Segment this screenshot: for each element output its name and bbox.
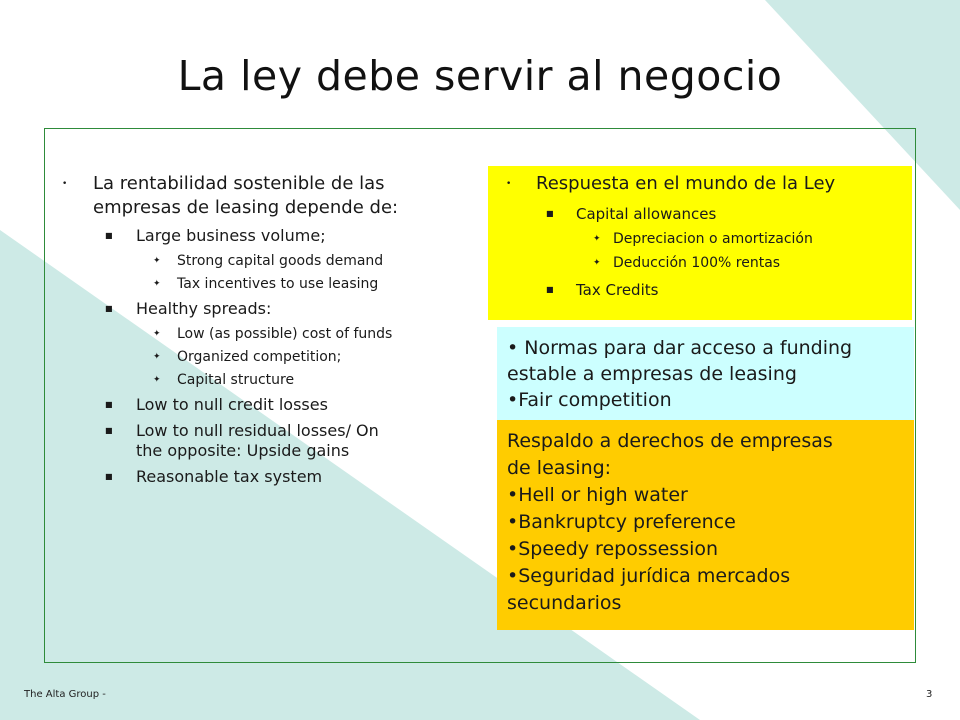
- list-subitem: [153, 348, 470, 366]
- bullet-star-icon: ✦: [153, 256, 161, 266]
- funding-access-box: [497, 327, 914, 425]
- list-subitem-label: Deducción 100% rentas: [613, 255, 781, 271]
- list-item-label: Reasonable tax system: [136, 467, 323, 486]
- box-line: •Seguridad jurídica mercados: [507, 565, 791, 587]
- law-response-box: [488, 166, 912, 320]
- list-item: [105, 226, 470, 246]
- bullet-star-icon: ✦: [153, 352, 161, 362]
- slide-title: La ley debe servir al negocio: [177, 52, 783, 100]
- bullet-square-icon: ■: [546, 285, 554, 294]
- list-item-label: Low to null credit losses: [136, 395, 328, 414]
- bullet-square-icon: ■: [105, 304, 113, 313]
- list-subitem: [593, 254, 912, 272]
- box-line: •Hell or high water: [507, 484, 688, 506]
- bullet-star-icon: ✦: [593, 258, 601, 268]
- list-item: [546, 204, 912, 224]
- bullet-square-icon: ■: [546, 209, 554, 218]
- list-item: [105, 395, 470, 415]
- list-subitem-label: Capital structure: [177, 372, 295, 388]
- list-subitem: [153, 252, 470, 270]
- bullet-dot-icon: •: [506, 179, 512, 189]
- list-item-label: Low to null residual losses/ On: [136, 421, 379, 440]
- law-response-heading: Respuesta en el mundo de la Ley: [536, 173, 836, 194]
- leasing-rights-box: [497, 420, 914, 630]
- box-line: secundarios: [507, 592, 622, 614]
- bullet-square-icon: ■: [105, 231, 113, 240]
- bullet-square-icon: ■: [105, 426, 113, 435]
- page-number: 3: [926, 689, 933, 700]
- list-item-label: Tax Credits: [576, 281, 659, 299]
- list-item: [105, 299, 470, 319]
- bullet-star-icon: ✦: [153, 375, 161, 385]
- list-subitem-label: Tax incentives to use leasing: [177, 276, 379, 292]
- box-line: • Normas para dar acceso a funding: [507, 337, 853, 359]
- list-item: [105, 467, 470, 487]
- list-subitem-label: Strong capital goods demand: [177, 253, 384, 269]
- box-line: Respaldo a derechos de empresas: [507, 430, 833, 452]
- box-line: estable a empresas de leasing: [507, 363, 797, 385]
- list-item: [546, 280, 912, 300]
- list-item: [105, 421, 470, 461]
- footer-company: The Alta Group -: [24, 689, 106, 700]
- list-subitem: [153, 371, 470, 389]
- list-subitem-label: Low (as possible) cost of funds: [177, 326, 393, 342]
- list-subitem: [593, 230, 912, 248]
- box-line: •Speedy repossession: [507, 538, 719, 560]
- bullet-square-icon: ■: [105, 472, 113, 481]
- bullet-star-icon: ✦: [153, 329, 161, 339]
- bullet-square-icon: ■: [105, 400, 113, 409]
- box-line: •Fair competition: [507, 389, 672, 411]
- bullet-dot-icon: •: [62, 179, 68, 189]
- box-line: de leasing:: [507, 457, 612, 479]
- list-subitem-label: Organized competition;: [177, 349, 342, 365]
- list-item-label: Capital allowances: [576, 205, 717, 223]
- list-subitem: [153, 325, 470, 343]
- list-item-label: Large business volume;: [136, 226, 326, 245]
- list-item-label: Healthy spreads:: [136, 299, 272, 318]
- list-item-intro: [60, 172, 470, 220]
- bullet-star-icon: ✦: [593, 234, 601, 244]
- left-bullet-list: [60, 172, 470, 493]
- intro-line: empresas de leasing depende de:: [93, 197, 399, 218]
- bullet-star-icon: ✦: [153, 279, 161, 289]
- list-item-label: the opposite: Upside gains: [136, 441, 350, 460]
- list-subitem-label: Depreciacion o amortización: [613, 231, 813, 247]
- list-subitem: [153, 275, 470, 293]
- law-response-heading-row: [506, 172, 912, 196]
- intro-line: La rentabilidad sostenible de las: [93, 173, 385, 194]
- box-line: •Bankruptcy preference: [507, 511, 736, 533]
